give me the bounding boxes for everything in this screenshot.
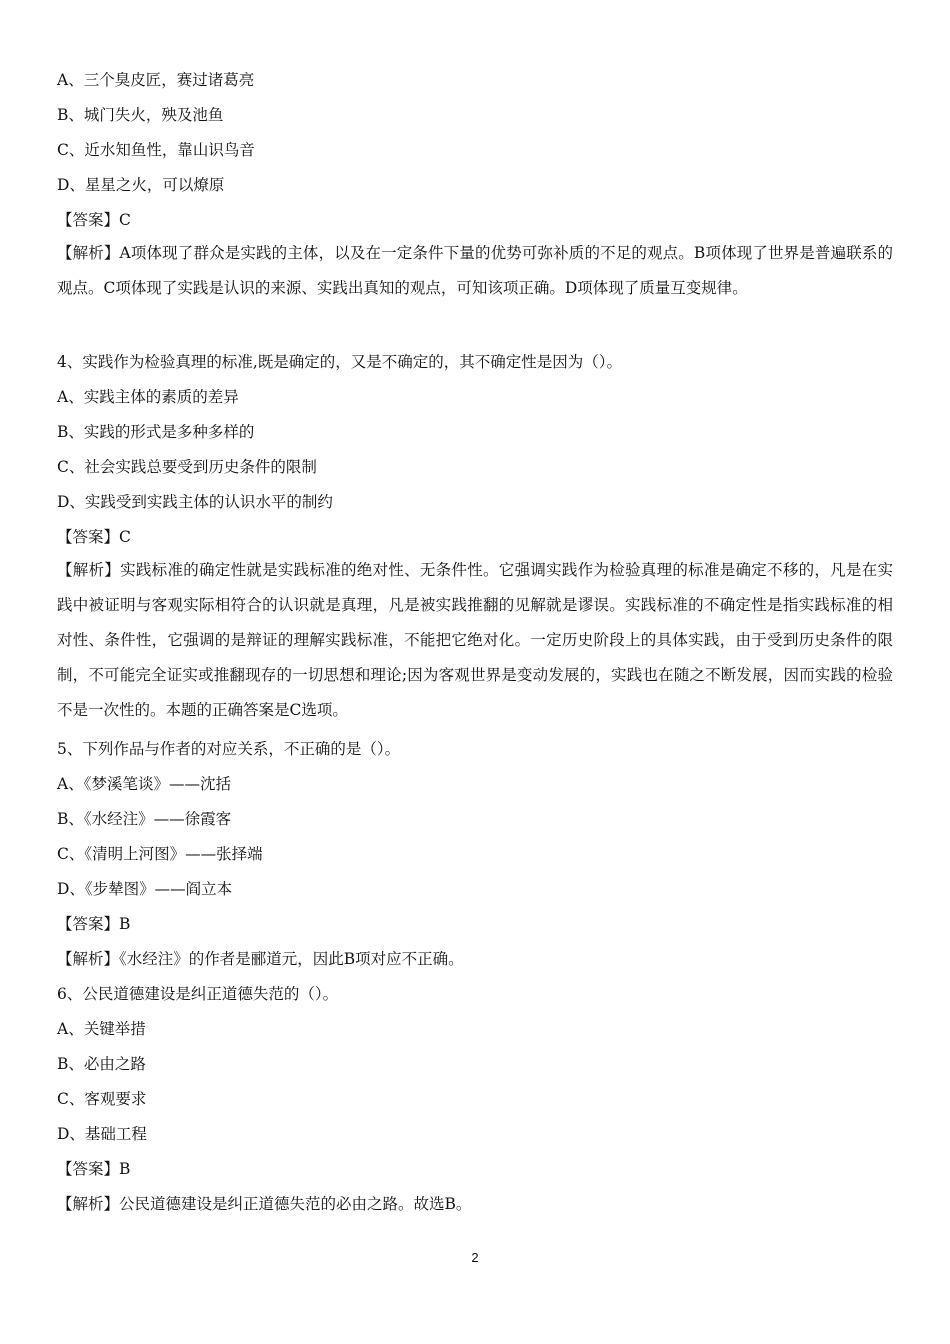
q4-answer: 【答案】C — [57, 528, 131, 546]
q6-option-b: B、必由之路 — [57, 1055, 146, 1073]
q3-analysis: 【解析】A项体现了群众是实践的主体，以及在一定条件下量的优势可弥补质的不足的观点。B项体现了世界是普遍联系的观点。C项体现了实践是认识的来源、实践出真知的观点，可知该项正确。D项体现了质量互变规律。 — [57, 244, 893, 297]
q3-option-a: A、三个臭皮匠，赛过诸葛亮 — [57, 71, 255, 89]
q4-question: 4、实践作为检验真理的标准,既是确定的，又是不确定的，其不确定性是因为（）。 — [57, 353, 623, 371]
q5-option-b: B、《水经注》——徐霞客 — [57, 810, 232, 828]
q3-option-c: C、近水知鱼性，靠山识鸟音 — [57, 141, 255, 159]
q5-question: 5、下列作品与作者的对应关系，不正确的是（）。 — [57, 740, 401, 758]
q6-question: 6、公民道德建设是纠正道德失范的（）。 — [57, 985, 339, 1003]
q4-analysis: 【解析】实践标准的确定性就是实践标准的绝对性、无条件性。它强调实践作为检验真理的标准是确定不移的，凡是在实践中被证明与客观实际相符合的认识就是真理，凡是被实践推翻的见解就是谬误。实践标准的不确定性是指实践标准的相对性、条件性，它强调的是辩证的理解实践标准，不能把它绝对化。一定历史阶段上的具体实践，由于受到历史条件的限制，不可能完全证实或推翻现存的一切思想和理论;因为客观世界是变动发展的，实践也在随之不断发展，因而实践的检验不是一次性的。本题的正确答案是C选项。 — [57, 561, 893, 719]
q4-option-c: C、社会实践总要受到历史条件的限制 — [57, 458, 317, 476]
q5-answer: 【答案】B — [57, 915, 131, 933]
page-number: 2 — [471, 1250, 479, 1265]
q4-option-b: B、实践的形式是多种多样的 — [57, 423, 255, 441]
q3-option-b: B、城门失火，殃及池鱼 — [57, 106, 224, 124]
q6-option-a: A、关键举措 — [57, 1020, 146, 1038]
q4-option-d: D、实践受到实践主体的认识水平的制约 — [57, 493, 333, 511]
q3-answer: 【答案】C — [57, 211, 131, 229]
q6-option-d: D、基础工程 — [57, 1125, 147, 1143]
q5-option-a: A、《梦溪笔谈》——沈括 — [57, 775, 231, 793]
q6-analysis: 【解析】公民道德建设是纠正道德失范的必由之路。故选B。 — [57, 1195, 472, 1213]
q3-option-d: D、星星之火，可以燎原 — [57, 176, 225, 194]
q5-option-d: D、《步辇图》——阎立本 — [57, 880, 233, 898]
q6-answer: 【答案】B — [57, 1160, 131, 1178]
q5-analysis: 【解析】《水经注》的作者是郦道元，因此B项对应不正确。 — [57, 950, 464, 968]
q6-option-c: C、客观要求 — [57, 1090, 147, 1108]
q5-option-c: C、《清明上河图》——张择端 — [57, 845, 263, 863]
q4-option-a: A、实践主体的素质的差异 — [57, 388, 239, 406]
